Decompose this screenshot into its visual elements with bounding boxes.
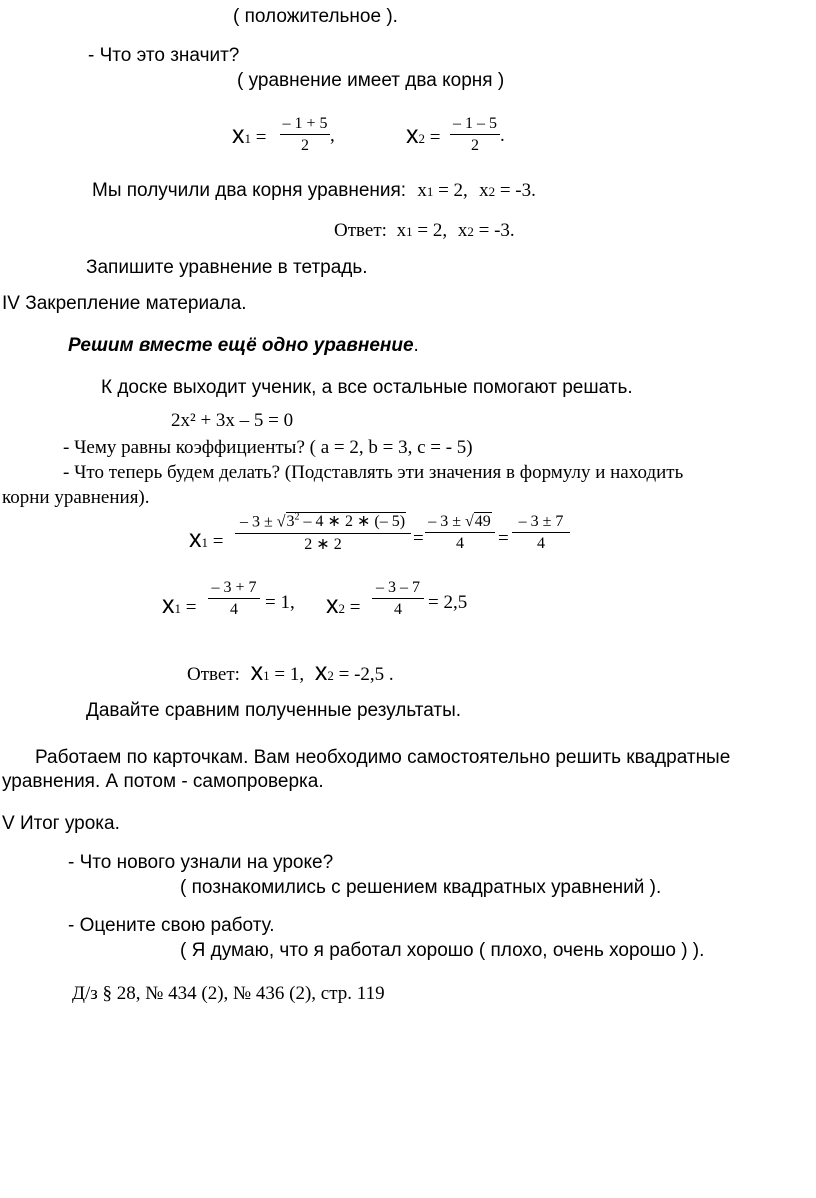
formula-fraction-mid bbox=[425, 512, 495, 553]
text-homework: Д/з § 28, № 434 (2), № 436 (2), стр. 119 bbox=[72, 983, 385, 1004]
root1-numerator: – 1 + 5 bbox=[282, 115, 328, 132]
text-question-rate: - Оцените свою работу. bbox=[68, 915, 275, 936]
text-what-mean: - Что это значит? bbox=[88, 45, 240, 66]
answer2-line: Ответ: x1 = 1, x2 = -2,5 . bbox=[187, 658, 394, 686]
text-write-down: Запишите уравнение в тетрадь. bbox=[86, 257, 368, 278]
solution-x1-label: x1 = bbox=[162, 591, 197, 619]
solution-x1-value: = 1, bbox=[265, 592, 295, 613]
text-next-step-2: корни уравнения). bbox=[2, 487, 150, 508]
root1-label: x1 = bbox=[232, 121, 267, 149]
formula-x1-label: x1 = bbox=[189, 525, 224, 553]
formula-full-numerator: – $3 \pm √3^2 - 4$ ∗ 2 ∗ (– 5) bbox=[239, 512, 406, 531]
formula-mid-denominator: 4 bbox=[456, 535, 464, 553]
formula-fraction-last bbox=[512, 512, 570, 553]
text-next-step-1: - Что теперь будем делать? (Подставлять эти значения в формулу и находить bbox=[63, 462, 684, 483]
root2-numerator: – 1 – 5 bbox=[453, 115, 497, 132]
text-answer-rate: ( Я думаю, что я работал хорошо ( плохо, очень хорошо ) ). bbox=[180, 940, 705, 961]
formula-fraction-full bbox=[235, 512, 411, 554]
solve-together-line: Решим вместе ещё одно уравнение. bbox=[68, 335, 419, 356]
root2-denominator: 2 bbox=[471, 137, 479, 155]
solution-x1-fraction: – 3 + 7 4 bbox=[208, 578, 260, 619]
text-cards-1: Работаем по карточкам. Вам необходимо самостоятельно решить квадратные bbox=[35, 747, 731, 768]
root1-denominator: 2 bbox=[301, 137, 309, 155]
text-answer-new: ( познакомились с решением квадратных уравнений ). bbox=[180, 877, 662, 898]
section-4-heading: IV Закрепление материала. bbox=[2, 293, 247, 314]
root2-label: x2 = bbox=[406, 121, 441, 149]
equals-1: = bbox=[413, 528, 424, 549]
solution-x2-label: x2 = bbox=[326, 591, 361, 619]
formula-last-denominator: 4 bbox=[537, 535, 545, 553]
formula-last-numerator: – 3 ± 7 bbox=[518, 513, 564, 530]
equation: 2x² + 3x – 5 = 0 bbox=[171, 410, 294, 431]
solution-x2-value: = 2,5 bbox=[428, 592, 468, 613]
root1-comma: , bbox=[330, 125, 335, 146]
text-cards-2: уравнения. А потом - самопроверка. bbox=[2, 771, 324, 792]
solution-x2-fraction: – 3 – 7 4 bbox=[372, 578, 424, 619]
formula-full-denominator: 2 ∗ 2 bbox=[304, 535, 342, 553]
root2-dot: . bbox=[500, 125, 505, 146]
text-compare: Давайте сравним полученные результаты. bbox=[86, 700, 462, 721]
formula-mid-numerator: – 3 ± √49 bbox=[428, 513, 491, 530]
text-to-board: К доске выходит ученик, а все остальные помогают решать. bbox=[101, 377, 633, 398]
root2-fraction bbox=[450, 114, 500, 155]
root1-fraction bbox=[280, 114, 330, 155]
equals-2: = bbox=[498, 528, 509, 549]
answer1-line: Ответ: x1 = 2, x2 = -3. bbox=[334, 220, 515, 241]
got-roots-line: Мы получили два корня уравнения: x1 = 2, x2 = -3. bbox=[92, 180, 536, 201]
text-positive: ( положительное ). bbox=[233, 6, 398, 27]
section-5-heading: V Итог урока. bbox=[2, 813, 120, 834]
text-two-roots: ( уравнение имеет два корня ) bbox=[237, 70, 505, 91]
text-coefficients: - Чему равны коэффициенты? ( a = 2, b = 3, c = - 5) bbox=[63, 437, 473, 458]
text-question-new: - Что нового узнали на уроке? bbox=[68, 852, 334, 873]
